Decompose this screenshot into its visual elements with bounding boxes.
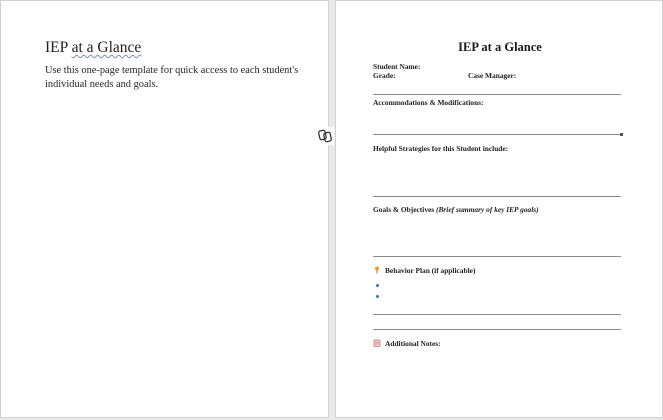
divider-line	[373, 94, 621, 95]
left-page	[0, 0, 329, 418]
divider-line	[373, 329, 621, 330]
divider-line	[373, 196, 621, 197]
goals-label[interactable]	[373, 205, 539, 214]
divider-line	[373, 314, 621, 315]
bullet-point	[376, 284, 379, 287]
title-squiggle-text: at a Glance	[71, 39, 142, 56]
grade-label[interactable]: Grade:	[373, 71, 396, 80]
divider-line	[373, 256, 621, 257]
copilot-icon[interactable]	[316, 127, 334, 145]
goals-label-text: Goals & Objectives	[373, 205, 435, 214]
strategies-label[interactable]: Helpful Strategies for this Student include:	[373, 144, 509, 153]
title-prefix: IEP	[45, 39, 72, 56]
behavior-plan-label[interactable]: Behavior Plan (if applicable)	[385, 266, 476, 275]
divider-line	[373, 134, 621, 135]
bullet-point	[376, 295, 379, 298]
notepad-icon	[373, 339, 381, 347]
left-page-description[interactable]: Use this one-page template for quick access to each student's individual needs and goals.	[45, 65, 299, 90]
goals-note: (Brief summary of key IEP goals)	[436, 205, 539, 214]
right-page	[335, 0, 663, 418]
copilot-icon-glyph	[318, 129, 332, 143]
student-name-label[interactable]: Student Name:	[373, 62, 421, 71]
left-page-title[interactable]	[45, 39, 141, 57]
right-page-title[interactable]: IEP at a Glance	[458, 40, 542, 54]
pin-icon	[373, 266, 381, 274]
line-end-marker	[620, 133, 623, 136]
case-manager-label[interactable]: Case Manager:	[468, 71, 517, 80]
accommodations-label[interactable]: Accommodations & Modifications:	[373, 98, 484, 107]
additional-notes-label[interactable]: Additional Notes:	[385, 339, 441, 348]
